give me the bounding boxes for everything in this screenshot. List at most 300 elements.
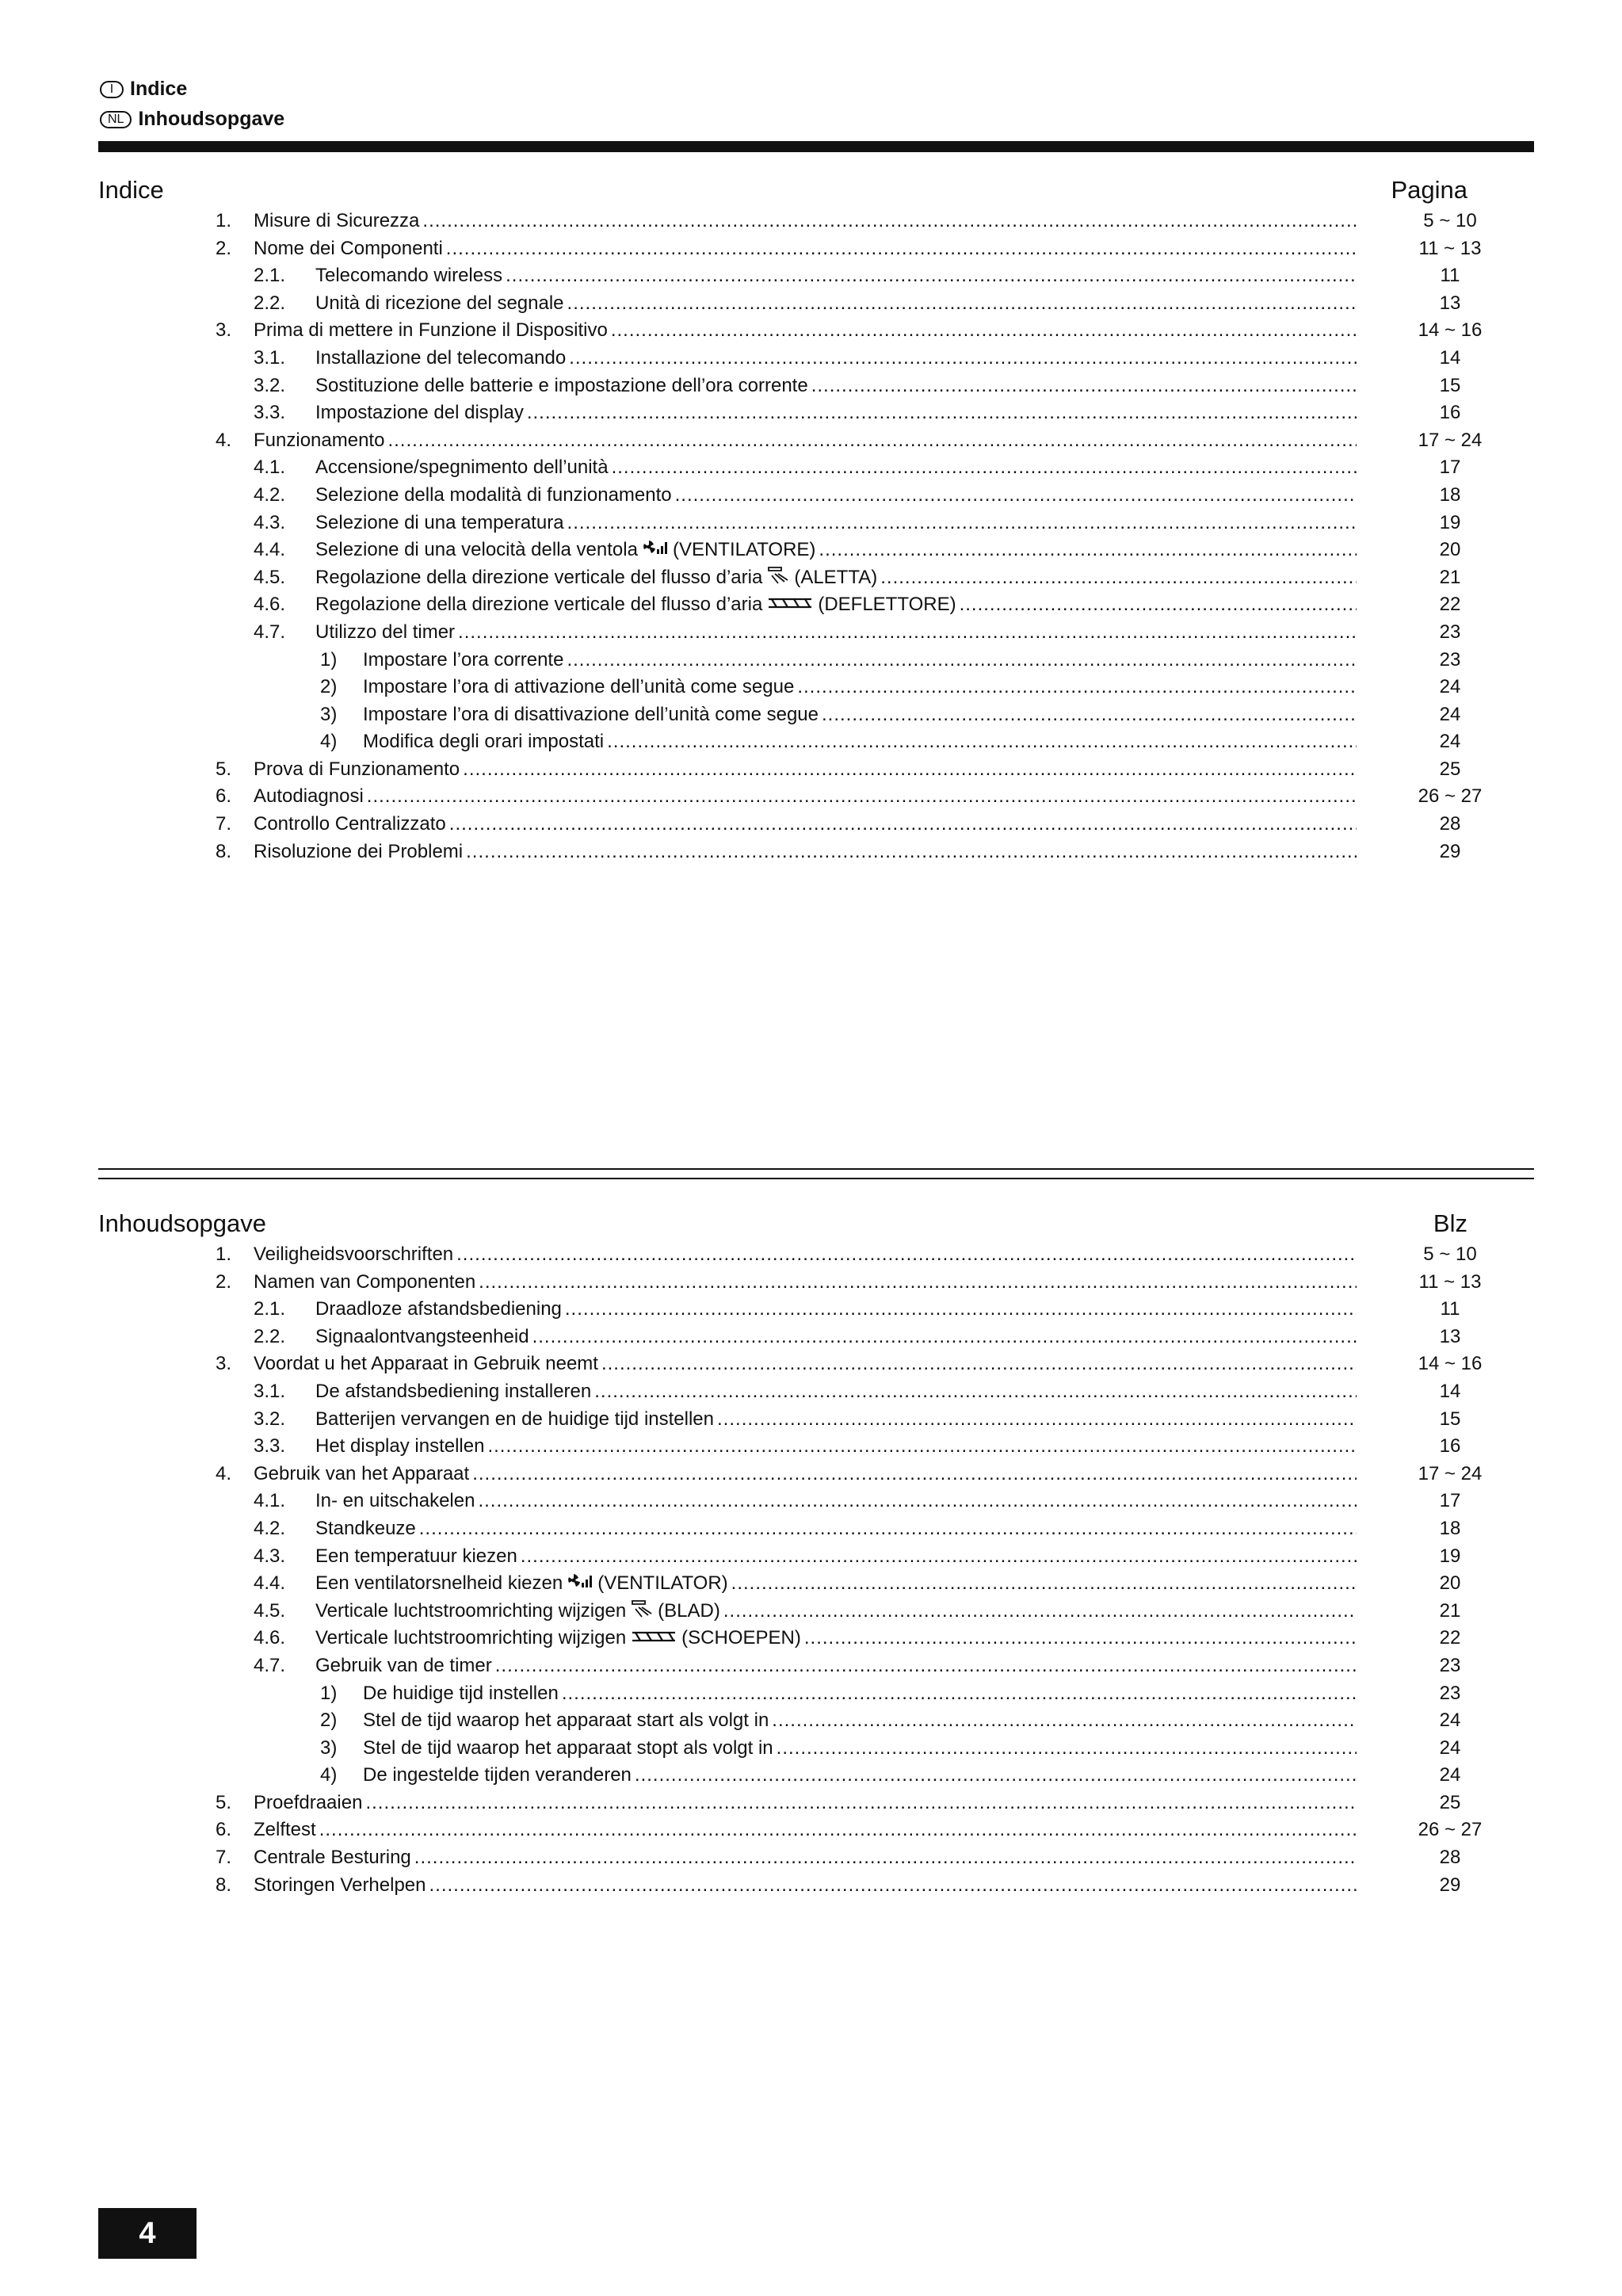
toc-entry [98, 756, 1534, 784]
toc-entry-number: 3. [216, 1353, 232, 1375]
toc-entry [98, 591, 1534, 619]
toc-entry [98, 1625, 1534, 1652]
toc-entry-number: 4. [216, 429, 232, 451]
toc-entry-text-group [254, 1461, 1357, 1488]
toc-entry-text-group [363, 1707, 1357, 1735]
toc-page-column-header: Pagina [1391, 176, 1467, 204]
toc-entry-title: Stel de tijd waarop het apparaat start als volgt in [363, 1710, 769, 1732]
toc-entry-title: Installazione del telecomando [315, 346, 567, 369]
toc-entry-number: 4) [320, 1764, 338, 1786]
toc-entry [98, 1680, 1534, 1708]
toc-entry-title: Prima di mettere in Funzione il Dispositivo [254, 319, 608, 342]
toc-title: Inhoudsopgave [98, 1209, 267, 1237]
toc-entry [98, 1433, 1534, 1461]
toc-entry-text-group [315, 262, 1357, 290]
toc-entry-title: Funzionamento [254, 429, 385, 451]
toc-entry [98, 783, 1534, 811]
toc-entry-number: 3. [216, 319, 232, 342]
toc-entry [98, 537, 1534, 564]
toc-entry-text-group [254, 1241, 1357, 1269]
toc-entry-number: 4.1. [254, 1490, 286, 1512]
toc-entry-title: Autodiagnosi [254, 785, 364, 808]
toc-entry-number: 3.1. [254, 1380, 286, 1402]
toc-entry [98, 482, 1534, 510]
toc-entry-title: Telecomando wireless [315, 265, 503, 287]
toc-entry-text-group [254, 783, 1357, 811]
toc-entry [98, 427, 1534, 455]
toc-entry-page: 21 [1439, 566, 1461, 588]
dot-leader [429, 1872, 1357, 1900]
toc-entry-text-group [254, 1817, 1357, 1844]
toc-entry-title: Gebruik van het Apparaat [254, 1462, 470, 1484]
language-row-italian [100, 78, 187, 101]
header-rule [98, 141, 1534, 152]
toc-entry-page: 23 [1439, 1654, 1461, 1676]
dot-leader [506, 262, 1357, 290]
toc-entry-title: Regolazione della direzione verticale del flusso d’aria [315, 566, 763, 588]
toc-entry-number: 6. [216, 785, 232, 808]
dot-leader [472, 1461, 1357, 1488]
toc-entry-title: Regolazione della direzione verticale del flusso d’aria [315, 594, 763, 616]
toc-entry [98, 345, 1534, 372]
toc-entry-text-group [363, 674, 1357, 701]
dot-leader [567, 647, 1357, 674]
language-badge-dutch: NL [100, 111, 132, 128]
dot-leader [446, 235, 1357, 263]
toc-entry-title: Voordat u het Apparaat in Gebruik neemt [254, 1353, 598, 1375]
toc-entry [98, 454, 1534, 482]
toc-entry-text-group [315, 345, 1357, 372]
toc-entry-text-group [363, 701, 1357, 729]
toc-entry-number: 4.3. [254, 1545, 286, 1567]
toc-entry-page: 26 ~ 27 [1418, 785, 1483, 808]
toc-entry [98, 701, 1534, 729]
toc-entry [98, 839, 1534, 866]
toc-header [98, 1209, 1534, 1243]
toc-entry-number: 1. [216, 210, 232, 231]
louver-icon [631, 1625, 677, 1652]
dot-leader [777, 1735, 1357, 1763]
toc-entry-title: In- en uitschakelen [315, 1490, 475, 1512]
language-badge-italian: I [100, 81, 124, 98]
toc-entry-number: 4.6. [254, 1627, 286, 1649]
toc-entry [98, 811, 1534, 839]
toc-entry-page: 28 [1439, 813, 1461, 835]
toc-entry-text-group [315, 1652, 1357, 1680]
dot-leader [607, 728, 1357, 756]
toc-entry-number: 2.2. [254, 292, 286, 314]
toc-entry-text-group [363, 1735, 1357, 1763]
toc-entry-page: 13 [1439, 292, 1461, 314]
toc-entry-number: 4) [320, 731, 338, 753]
toc-entry-page: 23 [1439, 621, 1461, 643]
dot-leader [635, 1762, 1357, 1790]
toc-entry-title: Sostituzione delle batterie e impostazione dell’ora corrente [315, 374, 808, 396]
toc-entry-page: 17 [1439, 1490, 1461, 1512]
toc-page-column-header: Blz [1433, 1209, 1467, 1237]
toc-entry-text-group [363, 1762, 1357, 1790]
toc-entry-page: 25 [1439, 1791, 1461, 1813]
toc-entries [98, 208, 1534, 865]
dot-leader [819, 537, 1357, 564]
toc-entry-number: 3.3. [254, 402, 286, 424]
toc-italian [98, 176, 1534, 865]
toc-entry [98, 1296, 1534, 1324]
toc-entry-text-group [315, 454, 1357, 482]
toc-entry-page: 17 [1439, 457, 1461, 479]
toc-entry-title: Verticale luchtstroomrichting wijzigen [315, 1627, 627, 1649]
toc-entry-page: 14 ~ 16 [1418, 1353, 1483, 1375]
toc-entry-number: 4.6. [254, 594, 286, 616]
toc-entry-number: 3.2. [254, 374, 286, 396]
toc-entry-number: 4.5. [254, 566, 286, 588]
toc-entry-title: Verticale luchtstroomrichting wijzigen [315, 1599, 627, 1622]
toc-entry-title: Selezione di una temperatura [315, 511, 564, 533]
toc-entry [98, 1324, 1534, 1351]
toc-entry [98, 1350, 1534, 1378]
toc-entry [98, 728, 1534, 756]
dot-leader [601, 1350, 1357, 1378]
toc-entry-page: 26 ~ 27 [1418, 1819, 1483, 1841]
toc-entry [98, 1735, 1534, 1763]
toc-entry-page: 20 [1439, 1572, 1461, 1595]
vane-icon [767, 564, 789, 594]
toc-entry-title: Misure di Sicurezza [254, 210, 420, 231]
toc-entry [98, 1707, 1534, 1735]
dot-leader [365, 1790, 1357, 1817]
toc-entry-number: 8. [216, 1874, 232, 1896]
fan-speed-icon [643, 537, 668, 564]
toc-entry-page: 21 [1439, 1599, 1461, 1622]
toc-entry-page: 23 [1439, 1682, 1461, 1704]
toc-entry-page: 23 [1439, 648, 1461, 670]
toc-entry-page: 24 [1439, 1736, 1461, 1759]
toc-entry-page: 11 [1440, 1298, 1460, 1320]
dot-leader [562, 1680, 1357, 1708]
toc-entry-text-group [315, 537, 1357, 564]
toc-entry-number: 4.7. [254, 621, 286, 643]
toc-entry-page: 19 [1439, 1545, 1461, 1567]
toc-entry [98, 1406, 1534, 1434]
toc-entry-number: 3.3. [254, 1435, 286, 1457]
toc-entry-title: Selezione della modalità di funzionamento [315, 483, 672, 506]
dot-leader [458, 619, 1357, 647]
toc-entry-title: Storingen Verhelpen [254, 1874, 426, 1896]
toc-entry-number: 4.4. [254, 539, 286, 561]
vane-icon [631, 1598, 653, 1627]
toc-entry-text-group [315, 290, 1357, 318]
dot-leader [611, 317, 1357, 345]
toc-entry-text-group [363, 647, 1357, 674]
toc-entry [98, 317, 1534, 345]
toc-entry-page: 19 [1439, 511, 1461, 533]
toc-entry-number: 1) [320, 1682, 338, 1704]
dot-leader [675, 482, 1357, 510]
page-number: 4 [98, 2208, 197, 2259]
louver-icon [767, 591, 813, 619]
toc-entry-number: 4.7. [254, 1654, 286, 1676]
dot-leader [387, 427, 1357, 455]
dot-leader [567, 510, 1357, 537]
toc-entry-page: 24 [1439, 1764, 1461, 1786]
toc-entry-number: 3.1. [254, 346, 286, 369]
toc-entry [98, 372, 1534, 400]
toc-entry-text-group [315, 1570, 1357, 1598]
dot-leader [463, 756, 1357, 784]
toc-entry-number: 5. [216, 1791, 232, 1813]
toc-entry-page: 15 [1439, 1408, 1461, 1430]
dot-leader [419, 1515, 1357, 1543]
toc-entry-title: Impostare l’ora di disattivazione dell’unità come segue [363, 703, 819, 725]
toc-entry-text-group [315, 1406, 1357, 1434]
toc-entry [98, 564, 1534, 592]
toc-entry [98, 1570, 1534, 1598]
toc-entry [98, 399, 1534, 427]
toc-entry-title: Een temperatuur kiezen [315, 1545, 517, 1567]
toc-entry-number: 2) [320, 1710, 338, 1732]
toc-entry [98, 262, 1534, 290]
toc-entry [98, 510, 1534, 537]
toc-entry-number: 2.1. [254, 1298, 286, 1320]
toc-entry-number: 4. [216, 1462, 232, 1484]
toc-entry-title: Gebruik van de timer [315, 1654, 492, 1676]
toc-entry-text-group [315, 1515, 1357, 1543]
dot-leader [567, 290, 1357, 318]
toc-entry-page: 16 [1439, 402, 1461, 424]
toc-entry [98, 1762, 1534, 1790]
toc-entry-page: 17 ~ 24 [1418, 1462, 1483, 1484]
toc-entry-title: Draadloze afstandsbediening [315, 1298, 562, 1320]
toc-entry-text-group [315, 1433, 1357, 1461]
toc-entry-number: 2.2. [254, 1325, 286, 1347]
toc-entry-text-group [315, 1625, 1357, 1652]
toc-entry-number: 4.5. [254, 1599, 286, 1622]
toc-entry-number: 4.1. [254, 457, 286, 479]
toc-entry [98, 1543, 1534, 1571]
toc-title: Indice [98, 176, 164, 204]
toc-entry-page: 20 [1439, 539, 1461, 561]
dot-leader [319, 1817, 1357, 1844]
toc-entry-page: 18 [1439, 1517, 1461, 1539]
dot-leader [804, 1625, 1357, 1652]
toc-entry-page: 25 [1439, 758, 1461, 780]
dot-leader [569, 345, 1357, 372]
toc-entry [98, 1269, 1534, 1297]
toc-entry-number: 1. [216, 1244, 232, 1265]
toc-header [98, 176, 1534, 209]
toc-entry-text-group [315, 591, 1357, 619]
toc-entry [98, 1790, 1534, 1817]
toc-entry-text-group [254, 811, 1357, 839]
dot-leader [594, 1378, 1357, 1406]
dot-leader [565, 1296, 1357, 1324]
dot-leader [487, 1433, 1357, 1461]
language-label-italian: Indice [130, 78, 188, 100]
toc-entry-title: Een ventilatorsnelheid kiezen [315, 1572, 563, 1595]
dot-leader [478, 1488, 1357, 1515]
dot-leader [367, 783, 1357, 811]
toc-entry-title: Standkeuze [315, 1517, 416, 1539]
toc-entry [98, 1598, 1534, 1626]
toc-entry [98, 619, 1534, 647]
toc-entry-text-group [254, 839, 1357, 866]
toc-entry-page: 17 ~ 24 [1418, 429, 1483, 451]
toc-entry-number: 2) [320, 676, 338, 698]
toc-entry-page: 14 [1439, 1380, 1461, 1402]
toc-entry [98, 1488, 1534, 1515]
dot-leader [479, 1269, 1357, 1297]
toc-entry-suffix: (DEFLETTORE) [818, 594, 956, 616]
toc-entry-text-group [315, 619, 1357, 647]
toc-entry-title: Impostazione del display [315, 402, 524, 424]
toc-entry-page: 24 [1439, 703, 1461, 725]
toc-entry [98, 1515, 1534, 1543]
toc-entries [98, 1241, 1534, 1899]
toc-entry-page: 16 [1439, 1435, 1461, 1457]
toc-entry-page: 11 ~ 13 [1418, 237, 1482, 259]
toc-entry-number: 3.2. [254, 1408, 286, 1430]
toc-entry-text-group [315, 1324, 1357, 1351]
toc-entry-number: 4.2. [254, 1517, 286, 1539]
toc-entry-page: 14 [1439, 346, 1461, 369]
toc-entry-text-group [254, 235, 1357, 263]
toc-entry-page: 29 [1439, 1874, 1461, 1896]
toc-entry-title: Utilizzo del timer [315, 621, 456, 643]
fan-speed-icon [567, 1570, 593, 1598]
dot-leader [527, 399, 1357, 427]
toc-entry-title: Zelftest [254, 1819, 316, 1841]
toc-entry-text-group [363, 728, 1357, 756]
toc-entry-number: 4.2. [254, 483, 286, 506]
toc-entry-page: 18 [1439, 483, 1461, 506]
dot-leader [960, 591, 1357, 619]
toc-entry-title: Risoluzione dei Problemi [254, 840, 464, 862]
toc-entry-title: Het display instellen [315, 1435, 485, 1457]
toc-entry-title: Prova di Funzionamento [254, 758, 460, 780]
toc-entry-page: 11 [1440, 265, 1460, 287]
toc-entry-text-group [254, 756, 1357, 784]
toc-entry-text-group [315, 399, 1357, 427]
toc-entry-title: Impostare l’ora di attivazione dell’unità come segue [363, 676, 795, 698]
language-label-dutch: Inhoudsopgave [138, 108, 285, 130]
toc-entry-number: 7. [216, 1847, 232, 1869]
toc-entry-title: Proefdraaien [254, 1791, 363, 1813]
dot-leader [822, 701, 1357, 729]
toc-entry-page: 14 ~ 16 [1418, 319, 1483, 342]
toc-dutch [98, 1209, 1534, 1899]
toc-entry-title: Accensione/spegnimento dell’unità [315, 457, 609, 479]
dot-leader [723, 1598, 1357, 1627]
dot-leader [521, 1543, 1357, 1571]
toc-entry-suffix: (VENTILATOR) [597, 1572, 728, 1595]
toc-entry-text-group [315, 1378, 1357, 1406]
toc-entry-text-group [315, 564, 1357, 594]
toc-entry-page: 24 [1439, 676, 1461, 698]
toc-entry-text-group [254, 427, 1357, 455]
toc-entry-text-group [315, 1543, 1357, 1571]
dot-leader [612, 454, 1357, 482]
toc-entry [98, 1844, 1534, 1872]
dot-leader [880, 564, 1357, 594]
toc-entry [98, 1872, 1534, 1900]
toc-entry [98, 290, 1534, 318]
dot-leader [414, 1844, 1357, 1872]
toc-entry-text-group [254, 208, 1357, 235]
toc-entry-page: 22 [1439, 594, 1461, 616]
toc-entry [98, 1652, 1534, 1680]
dot-leader [422, 208, 1357, 235]
toc-entry-title: Namen van Componenten [254, 1270, 476, 1293]
dot-leader [495, 1652, 1357, 1680]
toc-entry-title: Batterijen vervangen en de huidige tijd instellen [315, 1408, 715, 1430]
toc-entry-text-group [254, 1872, 1357, 1900]
toc-entry-suffix: (ALETTA) [794, 566, 878, 588]
toc-entry-page: 24 [1439, 731, 1461, 753]
toc-entry-title: De ingestelde tijden veranderen [363, 1764, 632, 1786]
toc-entry-title: Selezione di una velocità della ventola [315, 539, 638, 561]
toc-entry-title: Unità di ricezione del segnale [315, 292, 564, 314]
toc-entry-number: 3) [320, 1736, 338, 1759]
toc-entry-text-group [254, 1350, 1357, 1378]
toc-entry-text-group [254, 317, 1357, 345]
toc-entry-text-group [254, 1269, 1357, 1297]
toc-entry-text-group [315, 372, 1357, 400]
dot-leader [731, 1570, 1357, 1598]
toc-entry-title: Signaalontvangsteenheid [315, 1325, 529, 1347]
toc-entry-page: 15 [1439, 374, 1461, 396]
toc-entry-page: 5 ~ 10 [1423, 210, 1477, 231]
toc-entry-title: Centrale Besturing [254, 1847, 411, 1869]
toc-entry-number: 8. [216, 840, 232, 862]
toc-entry-title: Impostare l’ora corrente [363, 648, 564, 670]
toc-entry-suffix: (VENTILATORE) [672, 539, 816, 561]
section-divider-top [98, 1168, 1534, 1170]
dot-leader [449, 811, 1357, 839]
toc-entry-number: 1) [320, 648, 338, 670]
toc-entry-title: De huidige tijd instellen [363, 1682, 559, 1704]
toc-entry-number: 7. [216, 813, 232, 835]
toc-entry-suffix: (SCHOEPEN) [681, 1627, 801, 1649]
dot-leader [772, 1707, 1357, 1735]
dot-leader [717, 1406, 1357, 1434]
toc-entry [98, 647, 1534, 674]
toc-entry-text-group [363, 1680, 1357, 1708]
toc-entry [98, 235, 1534, 263]
toc-entry-text-group [315, 510, 1357, 537]
toc-entry-title: Modifica degli orari impostati [363, 731, 605, 753]
toc-entry-text-group [254, 1844, 1357, 1872]
dot-leader [466, 839, 1357, 866]
dot-leader [456, 1241, 1357, 1269]
toc-entry-text-group [315, 482, 1357, 510]
toc-entry-title: Stel de tijd waarop het apparaat stopt als volgt in [363, 1736, 773, 1759]
toc-entry-text-group [254, 1790, 1357, 1817]
toc-entry-title: Controllo Centralizzato [254, 813, 446, 835]
toc-entry-number: 4.4. [254, 1572, 286, 1595]
toc-entry-number: 4.3. [254, 511, 286, 533]
dot-leader [797, 674, 1357, 701]
toc-entry-number: 6. [216, 1819, 232, 1841]
toc-entry-page: 28 [1439, 1847, 1461, 1869]
toc-entry [98, 1378, 1534, 1406]
section-divider-bottom [98, 1178, 1534, 1179]
toc-entry-suffix: (BLAD) [658, 1599, 720, 1622]
dot-leader [532, 1324, 1357, 1351]
toc-entry-number: 5. [216, 758, 232, 780]
toc-entry-number: 3) [320, 703, 338, 725]
toc-entry-number: 2.1. [254, 265, 286, 287]
toc-entry [98, 1241, 1534, 1269]
